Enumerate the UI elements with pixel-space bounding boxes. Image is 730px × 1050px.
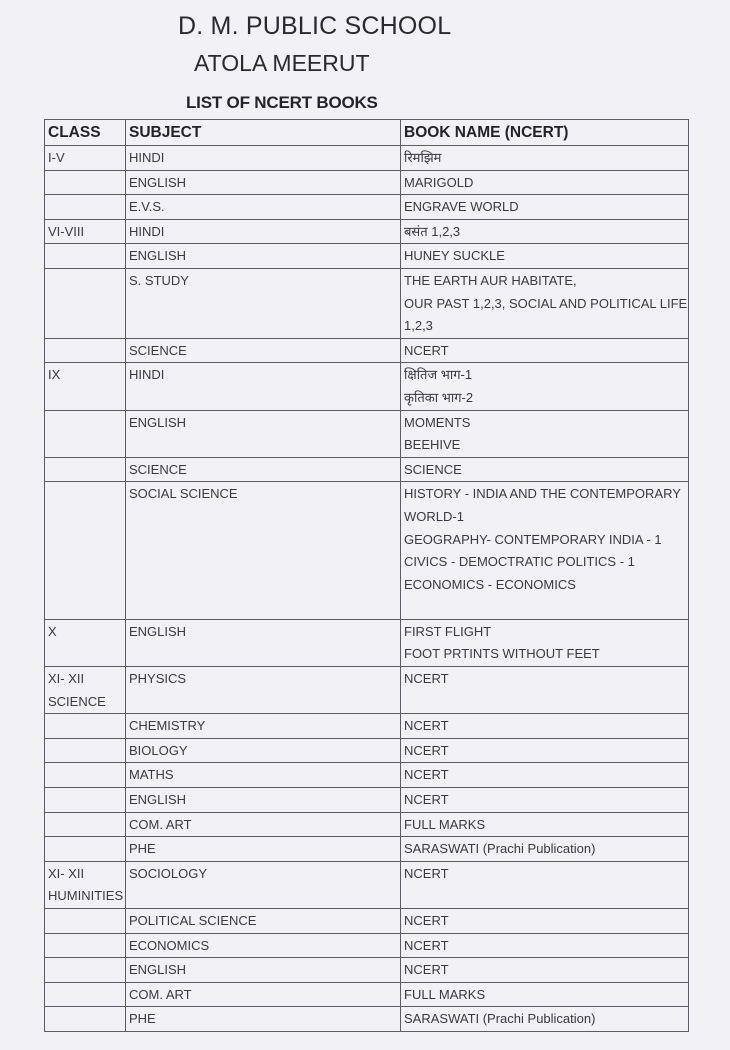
column-header-book-name: BOOK NAME (NCERT)	[401, 120, 689, 146]
row-class-cell	[45, 909, 126, 934]
book-line: SCIENCE	[404, 461, 462, 477]
subject-line: COM. ART	[129, 986, 192, 1002]
list-title: LIST OF NCERT BOOKS	[186, 93, 378, 112]
table-row	[45, 146, 689, 171]
table-row	[45, 1007, 689, 1032]
row-subject-cell	[126, 909, 401, 934]
row-subject-cell	[126, 195, 401, 220]
table-body	[45, 146, 689, 1032]
row-book-cell	[401, 619, 689, 666]
row-subject-cell	[126, 410, 401, 457]
school-name: D. M. PUBLIC SCHOOL	[178, 12, 452, 40]
row-book-cell	[401, 219, 689, 244]
class-line: X	[48, 623, 57, 639]
subject-line: ENGLISH	[129, 792, 187, 808]
table-row	[45, 738, 689, 763]
row-book-cell	[401, 195, 689, 220]
row-class-cell	[45, 958, 126, 983]
row-class-cell	[45, 363, 126, 410]
book-line: HUNEY SUCKLE	[404, 248, 505, 264]
row-subject-cell	[126, 170, 401, 195]
row-class-cell	[45, 146, 126, 171]
book-line: ECONOMICS - ECONOMICS	[404, 576, 576, 592]
table-row	[45, 195, 689, 220]
column-header-subject: SUBJECT	[126, 120, 401, 146]
row-book-cell	[401, 363, 689, 410]
row-book-cell	[401, 268, 689, 338]
book-line: NCERT	[404, 671, 449, 687]
row-book-cell	[401, 738, 689, 763]
book-line: FULL MARKS	[404, 816, 486, 832]
subject-line: E.V.S.	[129, 199, 165, 215]
table-row	[45, 363, 689, 410]
book-line: FIRST FLIGHT	[404, 623, 492, 639]
row-class-cell	[45, 457, 126, 482]
book-line: SARASWATI (Prachi Publication)	[404, 841, 596, 857]
table-row	[45, 958, 689, 983]
row-subject-cell	[126, 837, 401, 862]
book-line: कृतिका भाग-2	[404, 389, 474, 405]
book-line: NCERT	[404, 865, 449, 881]
ncert-books-table	[44, 119, 689, 1032]
subject-line: SCIENCE	[129, 342, 187, 358]
row-class-cell	[45, 1007, 126, 1032]
row-book-cell	[401, 763, 689, 788]
subject-line: SCIENCE	[129, 461, 187, 477]
row-book-cell	[401, 837, 689, 862]
row-subject-cell	[126, 788, 401, 813]
subject-line: COM. ART	[129, 816, 192, 832]
subject-line: HINDI	[129, 223, 165, 239]
book-line: रिमझिम	[404, 150, 442, 165]
row-subject-cell	[126, 738, 401, 763]
class-line: XI- XII	[48, 671, 85, 687]
row-class-cell	[45, 268, 126, 338]
row-subject-cell	[126, 363, 401, 410]
row-subject-cell	[126, 268, 401, 338]
table-row	[45, 244, 689, 269]
book-line: NCERT	[404, 962, 449, 978]
subject-line: HINDI	[129, 150, 165, 165]
table-row	[45, 482, 689, 620]
row-class-cell	[45, 861, 126, 908]
row-class-cell	[45, 812, 126, 837]
book-line: NCERT	[404, 767, 449, 783]
class-line: I-V	[48, 150, 65, 165]
row-book-cell	[401, 982, 689, 1007]
row-book-cell	[401, 812, 689, 837]
book-line	[404, 596, 686, 619]
book-line: FOOT PRTINTS WITHOUT FEET	[404, 646, 600, 662]
subject-line: PHE	[129, 841, 156, 857]
subject-line: ENGLISH	[129, 414, 187, 430]
subject-line: HINDI	[129, 367, 165, 383]
row-subject-cell	[126, 812, 401, 837]
book-line: NCERT	[404, 718, 449, 734]
table-row	[45, 861, 689, 908]
column-header-class: CLASS	[45, 120, 126, 146]
row-subject-cell	[126, 861, 401, 908]
row-class-cell	[45, 788, 126, 813]
subject-line: ENGLISH	[129, 623, 187, 639]
row-class-cell	[45, 482, 126, 620]
document-header	[0, 0, 730, 120]
book-line: NCERT	[404, 792, 449, 808]
row-class-cell	[45, 410, 126, 457]
row-book-cell	[401, 482, 689, 620]
row-class-cell	[45, 338, 126, 363]
row-book-cell	[401, 410, 689, 457]
row-book-cell	[401, 714, 689, 739]
row-class-cell	[45, 738, 126, 763]
book-line: बसंत 1,2,3	[404, 223, 461, 239]
row-subject-cell	[126, 714, 401, 739]
subject-line: SOCIOLOGY	[129, 865, 208, 881]
class-line: VI-VIII	[48, 223, 85, 239]
row-book-cell	[401, 457, 689, 482]
row-class-cell	[45, 837, 126, 862]
row-book-cell	[401, 909, 689, 934]
book-line: BEEHIVE	[404, 437, 461, 453]
class-line: XI- XII	[48, 865, 85, 881]
subject-line: MATHS	[129, 767, 174, 783]
row-subject-cell	[126, 958, 401, 983]
row-book-cell	[401, 244, 689, 269]
book-line: MARIGOLD	[404, 174, 474, 190]
book-line: ENGRAVE WORLD	[404, 199, 519, 215]
book-line: 1,2,3	[404, 318, 433, 334]
table-row	[45, 667, 689, 714]
row-book-cell	[401, 958, 689, 983]
subject-line: S. STUDY	[129, 272, 189, 288]
table-row	[45, 837, 689, 862]
row-subject-cell	[126, 982, 401, 1007]
table-header	[45, 120, 689, 146]
book-line: NCERT	[404, 342, 449, 358]
row-subject-cell	[126, 1007, 401, 1032]
subject-line: ENGLISH	[129, 174, 187, 190]
book-line: NCERT	[404, 913, 449, 928]
book-line: HISTORY - INDIA AND THE CONTEMPORARY	[404, 486, 681, 502]
subject-line: ECONOMICS	[129, 937, 210, 953]
row-book-cell	[401, 933, 689, 958]
table-row	[45, 933, 689, 958]
table-row	[45, 219, 689, 244]
row-subject-cell	[126, 146, 401, 171]
table-row	[45, 338, 689, 363]
book-line: NCERT	[404, 937, 449, 953]
subject-line: POLITICAL SCIENCE	[129, 913, 257, 928]
table-row	[45, 410, 689, 457]
book-line: MOMENTS	[404, 414, 471, 430]
row-subject-cell	[126, 619, 401, 666]
subject-line: BIOLOGY	[129, 742, 188, 758]
table-row	[45, 763, 689, 788]
row-class-cell	[45, 714, 126, 739]
book-line: GEOGRAPHY- CONTEMPORARY INDIA - 1	[404, 531, 662, 547]
row-subject-cell	[126, 219, 401, 244]
book-line: SARASWATI (Prachi Publication)	[404, 1011, 596, 1027]
row-subject-cell	[126, 482, 401, 620]
row-subject-cell	[126, 338, 401, 363]
table-row	[45, 268, 689, 338]
row-class-cell	[45, 195, 126, 220]
table-row	[45, 170, 689, 195]
row-class-cell	[45, 933, 126, 958]
subject-line: CHEMISTRY	[129, 718, 206, 734]
row-subject-cell	[126, 763, 401, 788]
subject-line: ENGLISH	[129, 248, 187, 264]
book-line: NCERT	[404, 742, 449, 758]
row-class-cell	[45, 982, 126, 1007]
class-line: SCIENCE	[48, 693, 106, 709]
book-line: WORLD-1	[404, 508, 464, 524]
book-line: CIVICS - DEMOCTRATIC POLITICS - 1	[404, 554, 635, 570]
row-class-cell	[45, 219, 126, 244]
row-book-cell	[401, 1007, 689, 1032]
table-row	[45, 982, 689, 1007]
table-row	[45, 909, 689, 934]
row-class-cell	[45, 763, 126, 788]
subject-line: PHE	[129, 1011, 156, 1027]
row-book-cell	[401, 788, 689, 813]
book-line: FULL MARKS	[404, 986, 486, 1002]
table-row	[45, 619, 689, 666]
row-class-cell	[45, 244, 126, 269]
row-class-cell	[45, 667, 126, 714]
book-line: OUR PAST 1,2,3, SOCIAL AND POLITICAL LIFE	[404, 295, 688, 311]
table-row	[45, 812, 689, 837]
row-class-cell	[45, 170, 126, 195]
row-book-cell	[401, 338, 689, 363]
book-line: THE EARTH AUR HABITATE,	[404, 272, 577, 288]
class-line: HUMINITIES	[48, 888, 124, 904]
school-location: ATOLA MEERUT	[194, 50, 370, 76]
row-class-cell	[45, 619, 126, 666]
row-subject-cell	[126, 457, 401, 482]
class-line: IX	[48, 367, 61, 383]
table-row	[45, 788, 689, 813]
table-row	[45, 714, 689, 739]
book-line: क्षितिज भाग-1	[404, 367, 473, 383]
row-subject-cell	[126, 667, 401, 714]
row-book-cell	[401, 146, 689, 171]
subject-line: SOCIAL SCIENCE	[129, 486, 238, 502]
subject-line: PHYSICS	[129, 671, 187, 687]
header-row	[45, 120, 689, 146]
table-row	[45, 457, 689, 482]
row-book-cell	[401, 861, 689, 908]
subject-line: ENGLISH	[129, 962, 187, 978]
row-book-cell	[401, 667, 689, 714]
row-book-cell	[401, 170, 689, 195]
row-subject-cell	[126, 244, 401, 269]
row-subject-cell	[126, 933, 401, 958]
